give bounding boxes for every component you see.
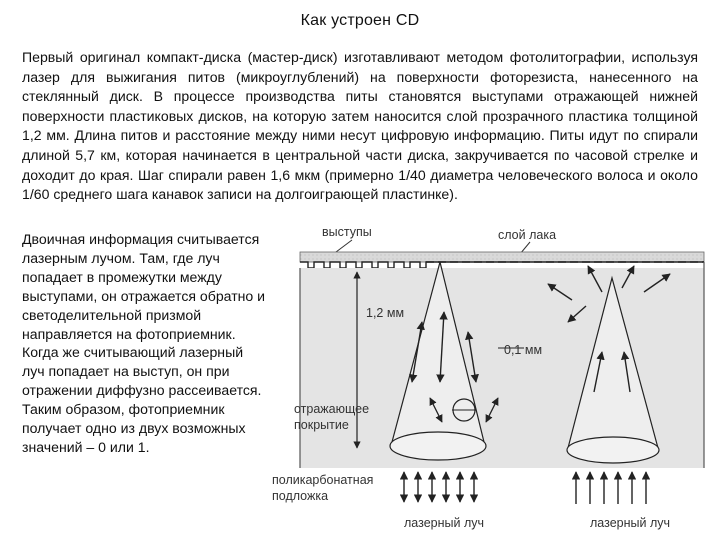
label-substrate-2: подложка: [272, 489, 329, 503]
pit-bumps-row: [300, 262, 704, 268]
left-beam-lens: [390, 432, 486, 460]
label-pit: 0,1 мм: [504, 343, 543, 357]
lacquer-layer: [300, 252, 704, 262]
side-paragraph: Двоичная информация считывается лазерным лучом. Там, где луч попадает в промежутки между выступами, он отражается обратно и светоделительной призмой направляется на фотоприемник. Когда же считывающий лазерный луч попадает на выступ, он при отражении диффузно рассеивается. Таким образом, фотоприемник получает одно из двух возможных значений – 0 или 1.: [22, 231, 266, 455]
right-beam-lens: [567, 437, 659, 463]
label-substrate-1: поликарбонатная: [272, 473, 374, 487]
label-reflective-2: покрытие: [294, 418, 349, 432]
left-laser-arrows: [404, 472, 474, 502]
label-lacquer: слой лака: [498, 228, 557, 242]
right-laser-arrows: [576, 472, 646, 504]
label-thickness: 1,2 мм: [366, 306, 405, 320]
label-bumps: выступы: [322, 225, 372, 239]
cd-structure-diagram: [272, 222, 712, 540]
intro-paragraph: Первый оригинал компакт-диска (мастер-диск) изготавливают методом фотолитографии, используя лазер для выжигания питов (микроуглублений) на поверхности фоторезиста, нанесенного на стеклянный диск. В процессе производства питы становятся выступами отражающей нижней поверхности пластиковых дисков, на которую затем наносится слой прозрачного пластика толщиной 1,2 мм. Длина питов и расстояние между ними несут цифровую информацию. Питы идут по спирали длиной 5,7 км, которая начинается в центральной части диска, закручивается по часовой стрелке и доходит до края. Шаг спирали равен 1,6 мкм (примерно 1/40 диаметра человеческого волоса и около 1/60 среднего шага канавок записи на долгоиграющей пластинке).: [22, 49, 698, 203]
label-beam-right: лазерный луч: [590, 516, 670, 530]
page-title: Как устроен CD: [300, 12, 420, 29]
label-beam-left: лазерный луч: [404, 516, 484, 530]
label-reflective-1: отражающее: [294, 402, 370, 416]
